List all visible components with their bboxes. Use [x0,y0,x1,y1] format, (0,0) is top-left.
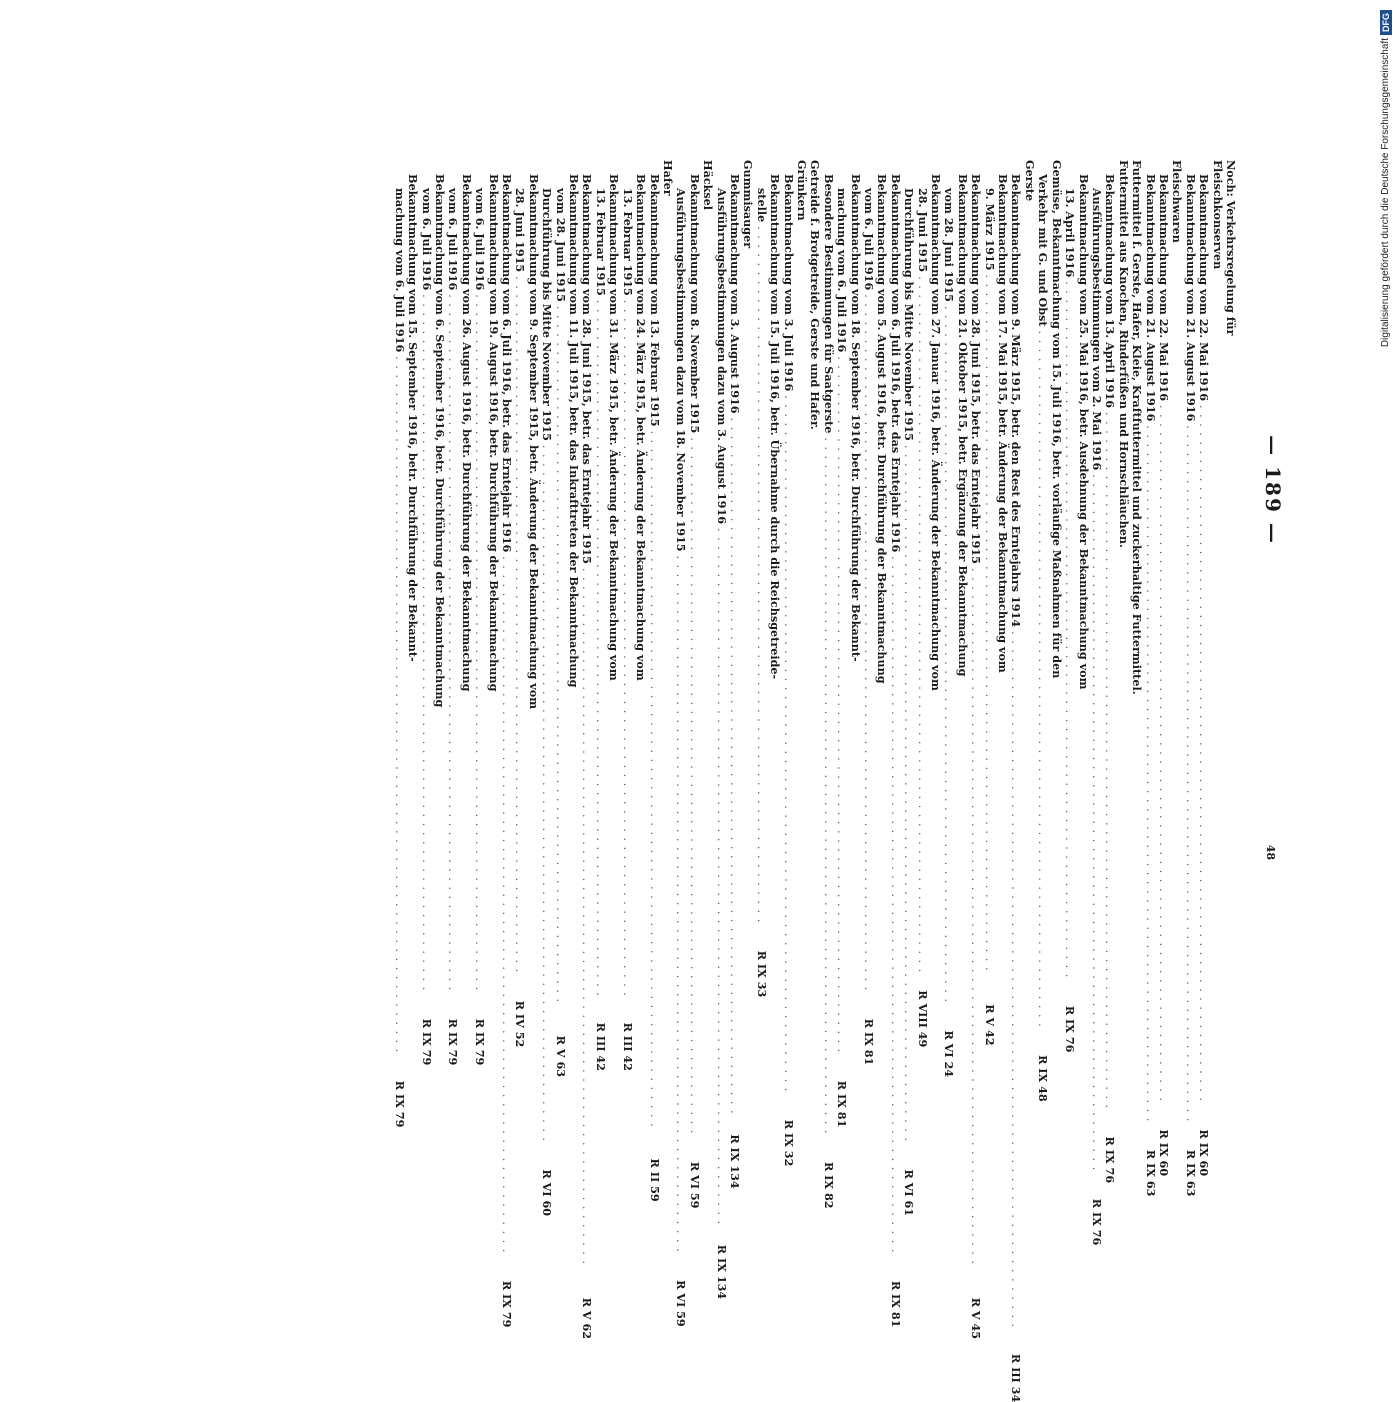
entry-reference: R V 42 [982,1004,997,1046]
entry-reference: R IX 79 [473,1018,488,1066]
leader-dots [419,294,432,991]
index-entry [888,160,903,1328]
leader-dots [580,568,593,1265]
entry-text: stelle [754,188,769,223]
index-entry [1049,160,1062,820]
entry-text: Bekanntmachung vom 21. August 1916 [1143,174,1158,422]
entry-reference: R VI 61 [902,1169,917,1217]
entry-text: Bekanntmachung vom 11. Juli 1915, betr. das Inkrafttreten der Bekanntmachung [567,174,582,688]
leader-dots [915,276,928,973]
index-entry [459,160,472,820]
entry-text: Ausführungsbestimmungen vom 2. Mai 1916 [1089,188,1104,471]
index-entry [768,160,781,820]
entry-reference: R IX 79 [446,1018,461,1066]
entry-reference: R IX 63 [1143,1149,1158,1197]
entry-reference: R IX 48 [1036,1055,1051,1102]
index-entry [902,160,917,1217]
entry-text: 9. März 1915 [982,188,997,271]
leader-dots [647,431,660,1128]
index-entry [634,160,647,820]
entry-text: Durchführung bis Mitte November 1915 [902,188,917,441]
index-entry [741,160,754,820]
entry-text: vom 6. Juli 1916 [446,188,461,291]
index-entry [473,160,488,1066]
index-entry [996,160,1009,820]
entry-reference: R IX 63 [1183,1149,1198,1197]
entry-text: Häcksel [701,160,716,211]
leader-dots [982,275,995,972]
index-entry [1063,160,1078,1053]
entry-text: 13. April 1916 [1063,188,1078,278]
entry-reference: R VI 24 [942,1030,957,1078]
entry-text: Durchführung bis Mitte November 1915 [540,188,555,441]
entry-text: Bekanntmachung vom 9. März 1915, betr. den Rest des Erntejahrs 1914 [1009,174,1024,628]
entry-reference: R IX 60 [1197,1129,1212,1177]
digitization-notice [1379,10,1393,400]
entry-reference: R IX 60 [1156,1129,1171,1177]
entry-text: vom 28. Juni 1915 [942,188,957,302]
entry-reference: R VI 59 [674,1280,689,1327]
index-entry [754,160,769,998]
leader-dots [754,226,767,923]
index-entry [808,160,821,820]
index-entry [1156,160,1171,1177]
entry-reference: R IX 76 [1063,1005,1078,1053]
entry-text: Bekanntmachung vom 28. Juni 1915, betr. das Erntejahr 1915 [580,174,595,564]
index-entry [848,160,861,820]
entry-text: Gerste [1022,160,1037,202]
entry-text: Bekanntmachung vom 21. August 1916 [1183,174,1198,422]
entry-text: Bekanntmachung vom 3. Juli 1916 [781,174,796,392]
index-entry [433,160,446,820]
entry-reference: R IX 134 [714,1244,729,1300]
entry-text: Bekanntmachung vom 22. Mai 1916 [1156,174,1171,401]
index-entry [781,160,796,1167]
leader-dots [781,395,794,1092]
entry-reference: R III 42 [620,1022,635,1071]
index-entry [982,160,997,1046]
entry-text: Bekanntmachung vom 18. September 1916, betr. Durchführung der Bekannt- [848,174,863,662]
leader-dots [888,556,901,1253]
entry-text: 13. Februar 1915 [620,188,635,296]
entry-text: vom 6. Juli 1916 [473,188,488,291]
entry-text: vom 6. Juli 1916 [419,188,434,291]
entry-text: Bekanntmachung vom 15. September 1916, betr. Durchführung der Bekannt- [406,174,421,662]
entry-text: Bekanntmachung vom 6. September 1916, betr. Durchführung der Bekanntmachung [433,174,448,708]
entry-reference: R IX 134 [727,1134,742,1189]
entry-text: Ausführungsbestimmungen dazu vom 3. August 1916 [714,188,729,525]
leader-dots [862,294,875,991]
index-entry [835,160,850,1128]
index-entry [1210,160,1223,820]
entry-text: Fleischkonserven [1210,160,1225,270]
index-entry [500,160,515,1328]
leader-dots [902,445,915,1142]
leader-dots [392,356,405,1053]
scanned-page [165,160,1285,1402]
entry-text: Bekanntmachung vom 15. Juli 1916, betr. Übernahme durch die Reichsgetreide- [768,174,783,680]
leader-dots [1063,281,1076,978]
leader-dots [1143,425,1156,1122]
index-entry [1009,160,1024,1402]
entry-text: Besondere Bestimmungen für Saatgerste [821,174,836,434]
leader-dots [1009,631,1022,1328]
page-footer [165,830,1285,860]
index-entry [674,160,689,1327]
index-entry [1183,160,1198,1197]
entry-reference: R VI 60 [540,1169,555,1217]
entry-text: Bekanntmachung vom 13. April 1916 [1103,174,1118,409]
leader-dots [1090,474,1103,1171]
index-entry [862,160,877,1066]
entry-reference: R IX 81 [888,1280,903,1328]
leader-dots [1183,425,1196,1122]
entry-text: Bekanntmachung vom 24. März 1915, betr. Änderung der Bekanntmachung vom [634,174,649,681]
entry-text: Bekanntmachung vom 17. Mai 1915, betr. Änderung der Bekanntmachung vom [996,174,1011,673]
entry-text: Futtermittel aus Knochen, Rinderfüßen und Hornschläuchen. [1116,160,1131,548]
entry-text: Hafer [660,160,675,196]
index-entry [1143,160,1158,1197]
index-entry [567,160,580,820]
entry-reference: R III 42 [593,1022,608,1071]
entry-reference: R IX 79 [419,1018,434,1066]
entry-reference: R IX 76 [1089,1198,1104,1246]
entry-text: Futtermittel f. Gerste, Hafer, Kleie, Kraftfuttermittel und zuckerhaltige Futtermittel. [1130,160,1145,695]
index-entry [727,160,742,1189]
entry-text: Bekanntmachung vom 21. Oktober 1915, betr. Ergänzung der Bekanntmachung [955,174,970,677]
index-entry [486,160,499,820]
entry-text: Bekanntmachung vom 25. Mai 1916, betr. Ausdehnung der Bekanntmachung vom [1076,174,1091,690]
entry-text: Verkehr mit G. und Obst [1036,174,1051,327]
page-number-header: — 189 — [1261,435,1285,545]
entry-text: Bekanntmachung vom 19. August 1916, betr. Durchführung der Bekanntmachung [486,174,501,692]
leader-dots [821,437,834,1134]
entry-text: Bekanntmachung vom 27. Januar 1916, betr. Änderung der Bekanntmachung vom [929,174,944,691]
index-entry [942,160,957,1078]
entry-text: 28. Juni 1915 [915,188,930,273]
index-entry [1224,160,1237,820]
index-entry [795,160,808,820]
page-content [165,160,1285,1402]
entry-text: Noch: Verkehrsregelung für [1224,160,1238,336]
index-entry [540,160,555,1217]
index-entry [821,160,836,1209]
entry-text: Bekanntmachung vom 22. Mai 1916 [1197,174,1212,401]
index-entry [1103,160,1118,1184]
entry-reference: R III 34 [1009,1353,1024,1402]
entry-reference: R IX 81 [835,1080,850,1128]
entry-text: Bekanntmachung vom 6. Juli 1916, betr. das Erntejahr 1916 [888,174,903,553]
leader-dots [446,294,459,991]
index-entry [687,160,702,1209]
entry-text: Ausführungsbestimmungen dazu vom 18. November 1915 [674,188,689,552]
index-entry [929,160,942,820]
entry-text: Bekanntmachung vom 5. August 1916, betr. Durchführung der Bekanntmachung [875,174,890,684]
leader-dots [969,568,982,1265]
index-entry [1197,160,1212,1177]
index-entry [955,160,968,820]
leader-dots [714,528,727,1225]
entry-text: Bekanntmachung vom 13. Februar 1915 [647,174,662,427]
entry-text: vom 28. Juni 1915 [553,188,568,302]
index-entry [1036,160,1051,1102]
entry-text: Gemüse, Bekanntmachung vom 15. Juli 1916, betr. vorläufige Maßnahmen für den [1049,160,1064,679]
entry-reference: R IX 82 [821,1161,836,1209]
leader-dots [513,276,526,973]
index-entry [1076,160,1089,820]
leader-dots [1036,331,1049,1028]
index-entry [553,160,568,1078]
entry-text: 13. Februar 1915 [593,188,608,296]
entry-text: Bekanntmachung vom 9. September 1915, betr. Änderung der Bekanntmachung vom [526,174,541,710]
digitization-notice-strip [1365,10,1391,400]
entry-text: machung vom 6. Juli 1916 [835,188,850,353]
entry-reference: R VI 59 [687,1161,702,1209]
index-entry [580,160,595,1340]
leader-dots [540,445,553,1142]
entry-reference: R IX 32 [781,1119,796,1167]
entry-text: Getreide f. Brotgetreide, Gerste und Hafer. [808,160,823,430]
index-entry [875,160,888,820]
index-entry [1170,160,1183,820]
leader-dots [1197,405,1210,1102]
footer-page-number: 48 [1264,844,1277,860]
entry-text: machung vom 6. Juli 1916 [392,188,407,353]
index-entry [513,160,528,1048]
entry-reference: R VIII 49 [915,990,930,1048]
index-entry [969,160,984,1340]
index-entry [526,160,539,820]
leader-dots [674,556,687,1253]
entry-text: Bekanntmachung vom 31. März 1915, betr. Änderung der Bekanntmachung vom [607,174,622,681]
leader-dots [1157,405,1170,1102]
entry-reference: R IX 76 [1103,1136,1118,1184]
entry-reference: R V 62 [580,1297,595,1340]
leader-dots [1103,412,1116,1109]
leader-dots [473,294,486,991]
index-entry [593,160,608,1071]
dfg-logo: DFG [1380,10,1392,35]
index-entry [1116,160,1129,820]
index-entry [1023,160,1036,820]
digitization-notice-text: Digitalisierung gefördert durch die Deutsche Forschungsgemeinschaft [1380,38,1391,348]
entry-reference: R IX 33 [754,950,769,998]
leader-dots [835,356,848,1053]
index-entry [701,160,714,820]
index-entry [446,160,461,1066]
leader-dots [500,556,513,1253]
entry-reference: R V 63 [553,1035,568,1078]
index-entry [714,160,729,1300]
leader-dots [687,437,700,1134]
entry-reference: R II 59 [647,1158,662,1202]
index-entry [661,160,674,820]
index-entry [406,160,419,820]
entry-text: Grünkern [795,160,809,221]
entry-reference: R V 45 [969,1297,984,1340]
entry-text: vom 6. Juli 1916 [862,188,877,291]
entry-reference: R IX 79 [392,1080,407,1128]
entry-text: Bekanntmachung vom 6. Juli 1916, betr. das Erntejahr 1916 [500,174,515,553]
entry-text: Bekanntmachung vom 26. August 1916, betr. Durchführung der Bekanntmachung [459,174,474,692]
entry-reference: R IX 81 [862,1018,877,1066]
leader-dots [594,300,607,997]
leader-dots [553,306,566,1003]
index-entry [1130,160,1143,820]
entry-text: Gummisauger [741,160,756,249]
entry-text: Bekanntmachung vom 8. November 1915 [687,174,702,434]
entry-reference: R IX 79 [500,1280,515,1328]
entry-reference: R IV 52 [513,1000,528,1048]
entry-text: 28. Juni 1915 [513,188,528,273]
leader-dots [942,306,955,1003]
index-entry [419,160,434,1066]
index-entry [1089,160,1104,1246]
entry-text: Bekanntmachung vom 28. Juni 1915, betr. das Erntejahr 1915 [969,174,984,564]
entry-text: Fleischwaren [1170,160,1185,243]
leader-dots [728,418,741,1115]
index-entry [607,160,620,820]
index-entry [620,160,635,1071]
index-entry [915,160,930,1048]
index-entries [392,160,1238,1402]
entry-text: Bekanntmachung vom 3. August 1916 [727,174,742,414]
index-entry [392,160,407,1128]
leader-dots [620,300,633,997]
index-entry [647,160,662,1202]
